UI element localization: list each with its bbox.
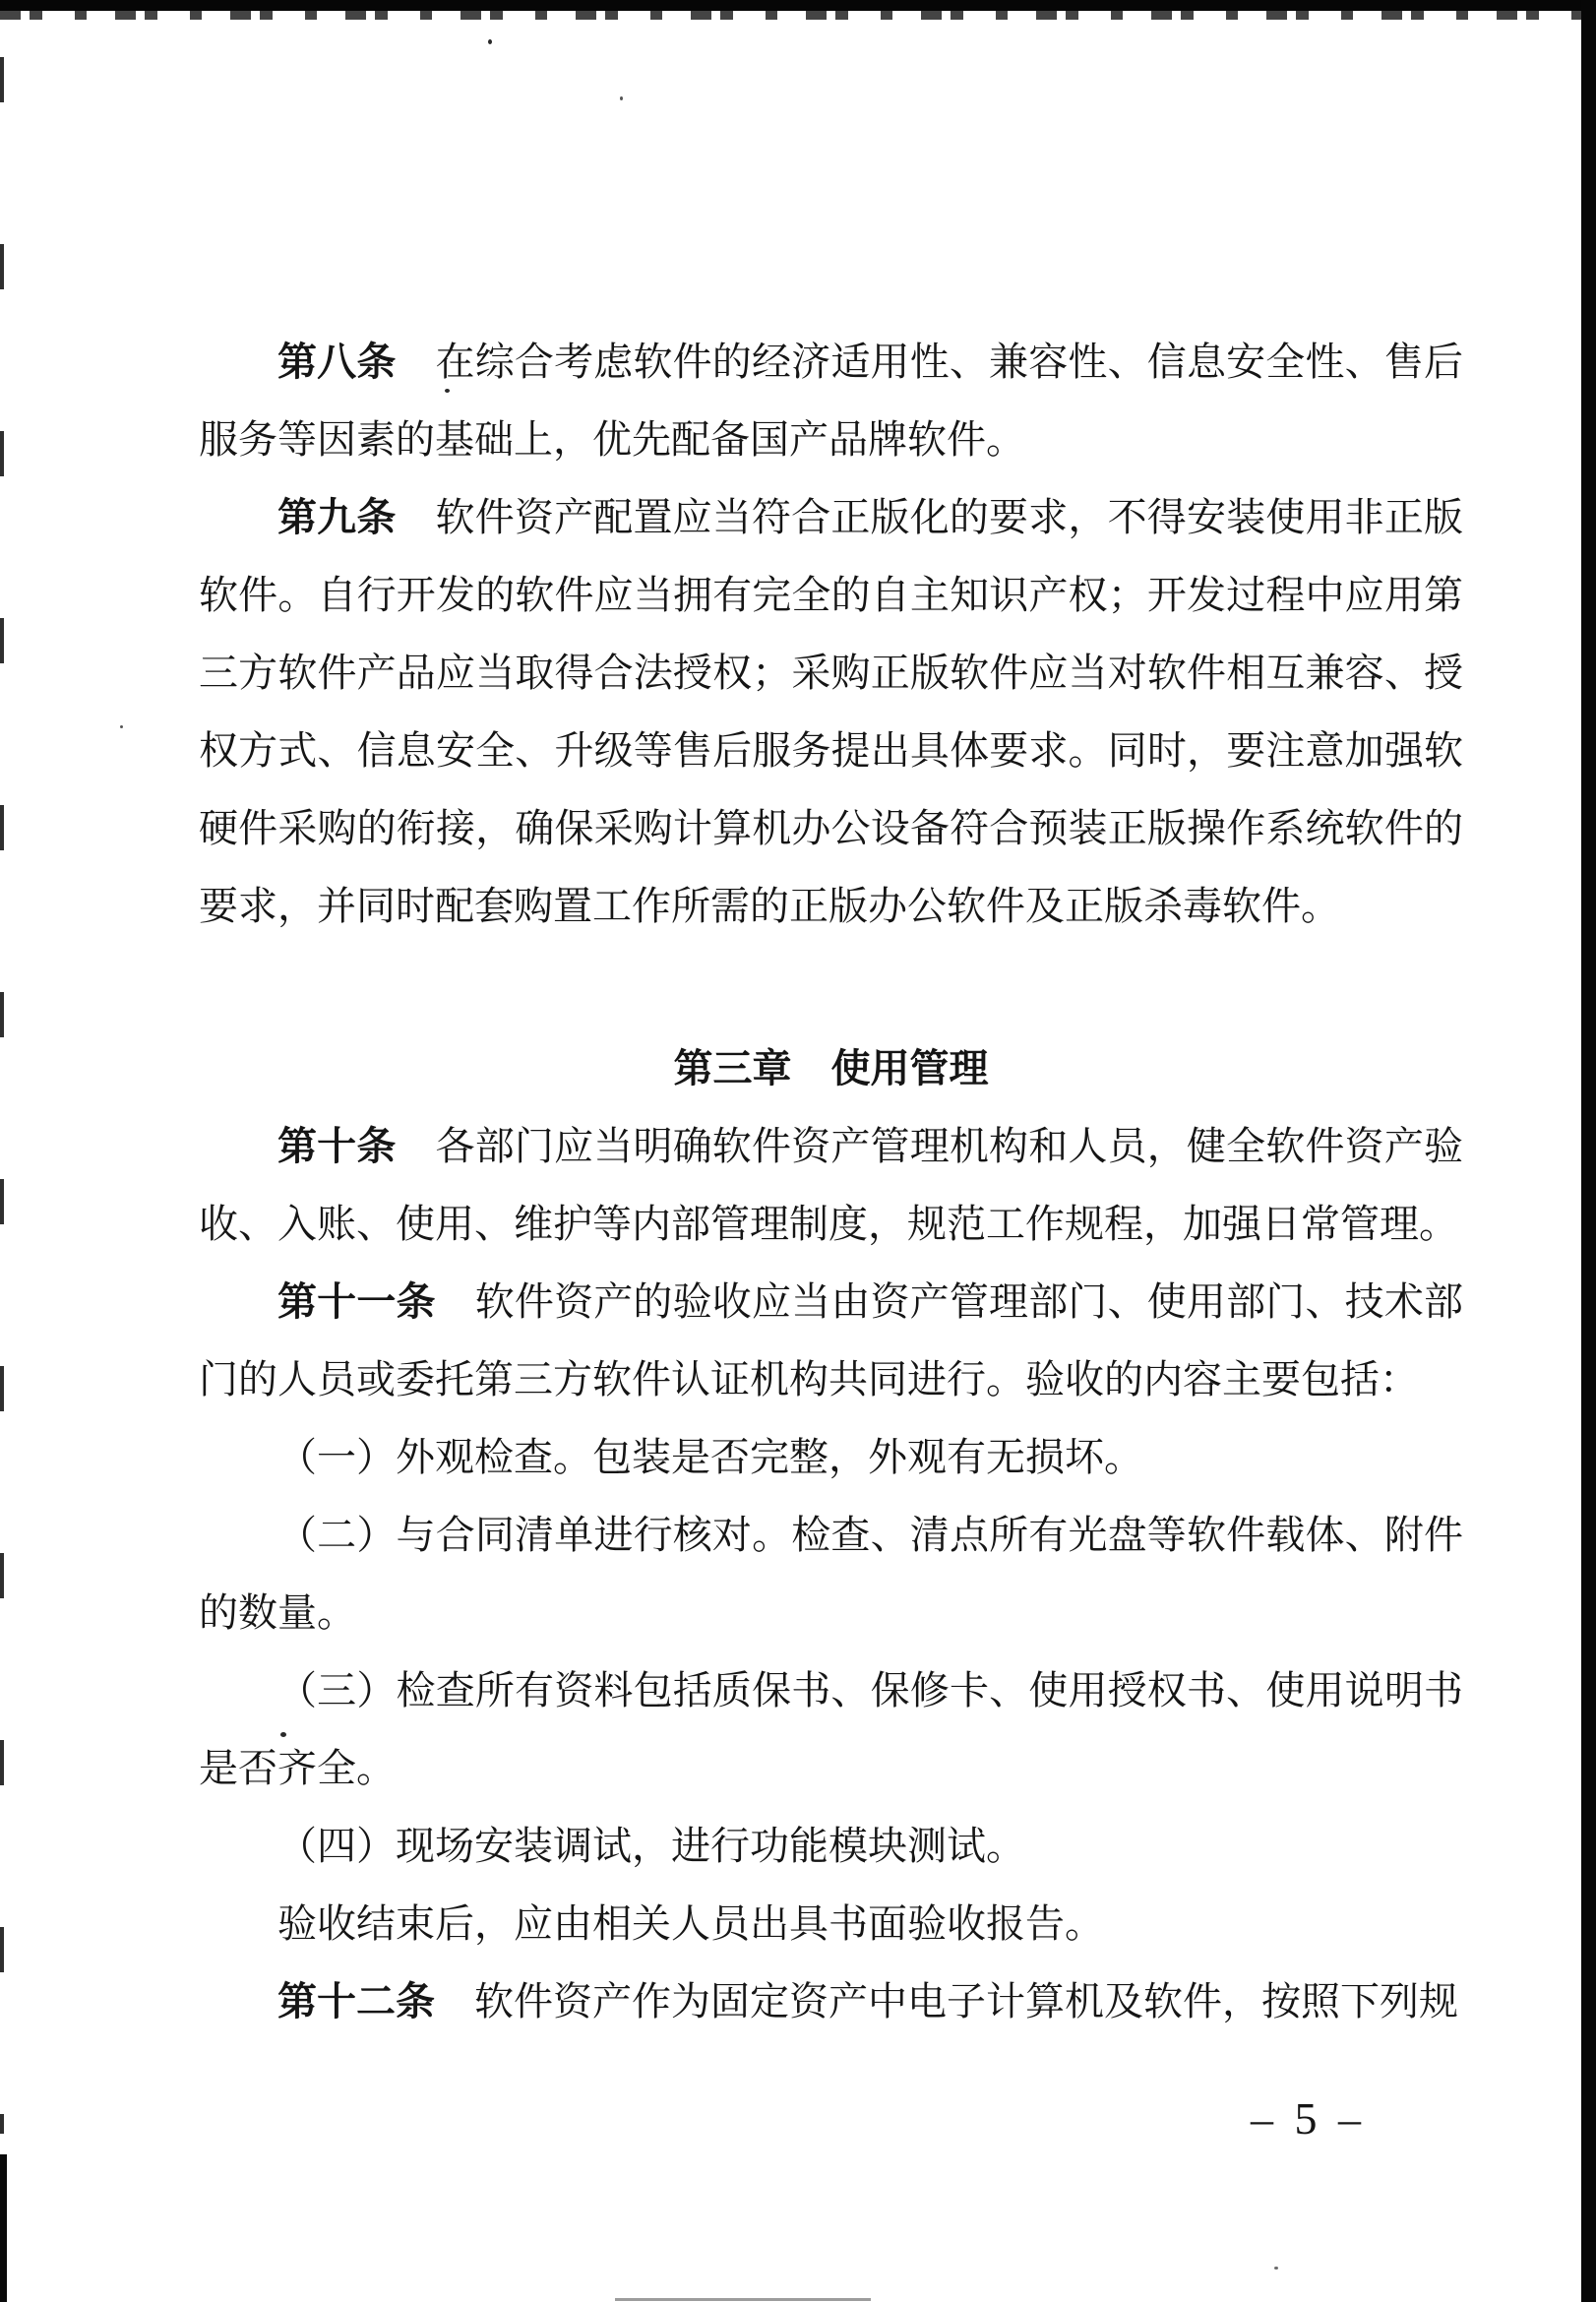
scan-artifact-top-edge — [0, 0, 1596, 11]
list-item-4-label: （四） — [277, 1824, 396, 1868]
scan-speck — [120, 725, 123, 728]
scan-artifact-left-edge — [0, 57, 4, 2134]
article-12-text: 软件资产作为固定资产中电子计算机及软件，按照下列规 — [474, 1979, 1458, 2023]
acceptance-report-text: 验收结束后，应由相关人员出具书面验收报告。 — [277, 1901, 1104, 1946]
list-item-4 — [199, 1807, 1463, 1885]
paragraph-article-8 — [199, 323, 1463, 478]
chapter-title: 使用管理 — [830, 1046, 989, 1090]
article-12-label: 第十二条 — [277, 1979, 435, 2023]
paragraph-article-11 — [199, 1263, 1463, 1418]
article-8-label: 第八条 — [277, 340, 397, 384]
list-item-1 — [199, 1418, 1463, 1496]
article-11-text: 软件资产的验收应当由资产管理部门、使用部门、技术部门的人员或委托第三方软件认证机构共同进行。验收的内容主要包括： — [199, 1279, 1464, 1401]
paragraph-acceptance-report — [199, 1885, 1463, 1962]
list-item-3-label: （三） — [277, 1668, 397, 1712]
scan-artifact-right-edge — [1581, 0, 1596, 2302]
scan-speck — [488, 39, 492, 44]
list-item-2-label: （二） — [277, 1513, 397, 1557]
list-item-1-label: （一） — [277, 1435, 396, 1479]
document-body — [199, 323, 1463, 2040]
list-item-1-text: 外观检查。包装是否完整，外观有无损坏。 — [396, 1435, 1143, 1479]
paragraph-article-10 — [199, 1107, 1463, 1263]
article-9-text: 软件资产配置应当符合正版化的要求，不得安装使用非正版软件。自行开发的软件应当拥有完全的自主知识产权；开发过程中应用第三方软件产品应当取得合法授权；采购正版软件应当对软件相互兼容、授权方式、信息安全、升级等售后服务提出具体要求。同时，要注意加强软硬件采购的衔接，确保采购计算机办公设备符合预装正版操作系统软件的要求，并同时配套购置工作所需的正版办公软件及正版杀毒软件。 — [199, 495, 1464, 928]
scan-artifact-bottom-mark — [615, 2298, 871, 2301]
article-8-text: 在综合考虑软件的经济适用性、兼容性、信息安全性、售后服务等因素的基础上，优先配备国产品牌软件。 — [199, 340, 1464, 462]
article-11-label: 第十一条 — [277, 1279, 436, 1324]
article-10-label: 第十条 — [277, 1124, 397, 1168]
list-item-2-text: 与合同清单进行核对。检查、清点所有光盘等软件载体、附件的数量。 — [199, 1513, 1464, 1635]
article-9-label: 第九条 — [277, 495, 397, 539]
scan-speck — [620, 96, 623, 100]
list-item-4-text: 现场安装调试，进行功能模块测试。 — [396, 1824, 1025, 1868]
scan-speck — [1274, 2267, 1278, 2270]
page-number: – 5 – — [1251, 2093, 1366, 2144]
chapter-heading — [199, 1029, 1463, 1107]
list-item-3-text: 检查所有资料包括质保书、保修卡、使用授权书、使用说明书是否齐全。 — [199, 1668, 1464, 1790]
chapter-number: 第三章 — [673, 1046, 792, 1090]
list-item-3 — [199, 1651, 1463, 1807]
paragraph-article-9 — [199, 478, 1463, 945]
article-10-text: 各部门应当明确软件资产管理机构和人员，健全软件资产验收、入账、使用、维护等内部管理制度，规范工作规程，加强日常管理。 — [199, 1124, 1464, 1246]
paragraph-article-12 — [199, 1962, 1463, 2040]
list-item-2 — [199, 1496, 1463, 1651]
scan-artifact-left-bottom-edge — [0, 2154, 7, 2302]
